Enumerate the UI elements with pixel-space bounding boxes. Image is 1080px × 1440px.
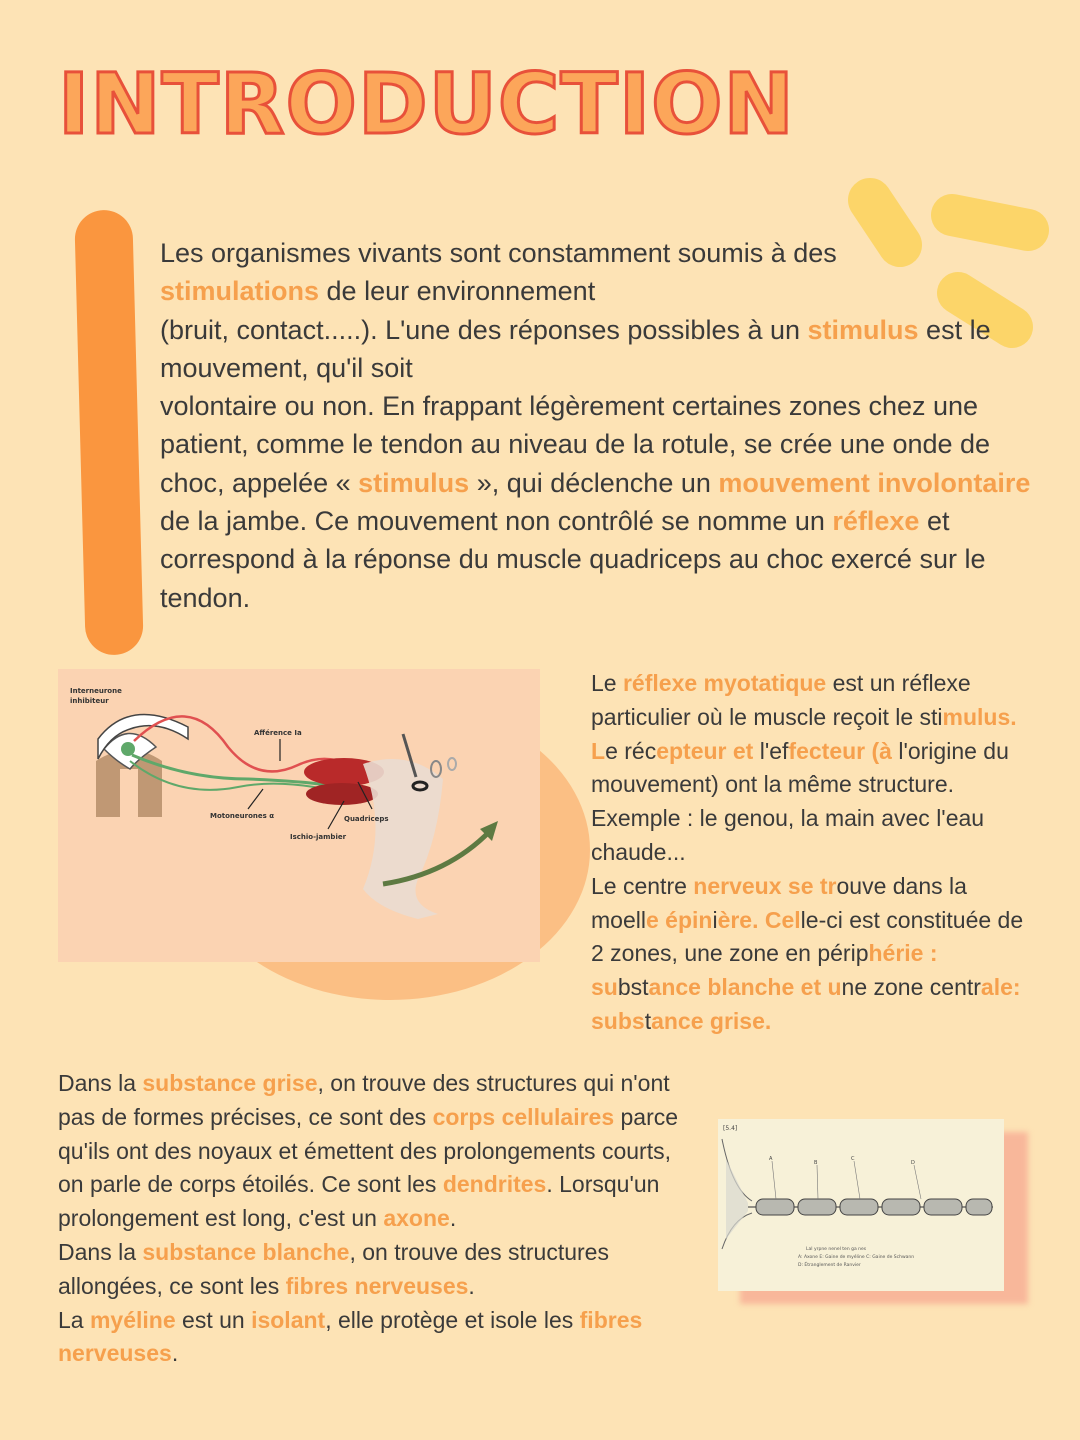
pointer-d (914, 1165, 921, 1199)
nerve-fiber-diagram (718, 1119, 1004, 1291)
label-d: D (911, 1160, 915, 1166)
decorative-bar (74, 209, 144, 655)
myelin-paragraph (58, 1067, 698, 1371)
myelin-segment (924, 1199, 962, 1215)
intro-paragraph (160, 234, 1040, 617)
myotatic-block-2: Le centre nerveux se trouve dans la moelle épinière. Celle-ci est constituée de 2 zones, une zone en périphérie : substance blanche et une zone centrale: substance grise. (591, 872, 1024, 1034)
intro-line-2: (bruit, contact.....). L'une des réponses possibles à un stimulus est le mouvement, qu'il soit (160, 314, 991, 383)
myelin-segment (882, 1199, 920, 1215)
label-quadriceps: Quadriceps (344, 815, 389, 823)
label-inhibiteur: inhibiteur (70, 697, 109, 705)
caption-line-1: Lal yrpne nenel ten ga nes (806, 1247, 867, 1252)
knee-marker-3 (448, 758, 456, 770)
moto-arrow (248, 789, 263, 809)
caption-line-2: A: Axone E: Gaine de myéline C: Gaine de Schwann (798, 1255, 915, 1260)
intro-line-3: volontaire ou non. En frappant légèrement certaines zones chez une patient, comme le tendon au niveau de la rotule, se crée une onde de choc, appelée « stimulus », qui déclenche un mouvement involontaire de la jambe. Ce mouvement non contrôlé se nomme un réflexe et correspond à la réponse du muscle quadriceps au choc exercé sur le tendon. (160, 391, 1031, 613)
ischio-arrow (328, 801, 344, 829)
label-a: A (769, 1156, 773, 1162)
caption-line-3: D: Étranglement de Ranvier (798, 1263, 861, 1268)
myotatic-block-1: Le réflexe myotatique est un réflexe particulier où le muscle reçoit le stimulus. Le récepteur et l'effecteur (à l'origine du mouvement) ont la même structure. Exemple : le genou, la main avec l'eau chaude... (591, 670, 1017, 865)
label-afference: Afférence Ia (254, 729, 302, 737)
myelin-segments (756, 1199, 992, 1215)
label-b: B (814, 1160, 818, 1166)
myelin-segment (966, 1199, 992, 1215)
page-title: INTRODUCTION (58, 55, 795, 153)
myelin-segment (798, 1199, 836, 1215)
leg-silhouette (363, 759, 443, 919)
myotatic-paragraph (591, 667, 1041, 1039)
cell-body-hatch (726, 1159, 748, 1239)
ischio-muscle (306, 783, 378, 805)
myelin-segment (756, 1199, 794, 1215)
label-ischio: Ischio-jambier (290, 833, 347, 841)
grey-matter-text: Dans la substance grise, on trouve des structures qui n'ont pas de formes précises, ce sont des corps cellulaires parce qu'ils ont des noyaux et émettent des prolongements courts, on parle de corps étoilés. Ce sont les dendrites. Lorsqu'un prolongement est long, c'est un axone. (58, 1070, 679, 1232)
diagram-ref: [5.4] (723, 1125, 738, 1132)
deco-dash-2 (952, 215, 1028, 230)
white-matter-text: Dans la substance blanche, on trouve des structures allongées, ce sont les fibres nerveuses. (58, 1238, 609, 1299)
pointer-b (817, 1165, 818, 1199)
label-c: C (851, 1156, 855, 1162)
myelin-text-line: La myéline est un isolant, elle protège et isole les fibres nerveuses. (58, 1306, 643, 1367)
label-motoneurones: Motoneurones α (210, 812, 275, 820)
intro-line-1: Les organismes vivants sont constamment soumis à des stimulations de leur environnement (160, 238, 837, 307)
reflex-arc-diagram (58, 669, 540, 962)
label-interneurone: Interneurone (70, 687, 122, 695)
pointer-c (854, 1161, 860, 1199)
myelin-segment (840, 1199, 878, 1215)
pointer-a (772, 1161, 776, 1199)
